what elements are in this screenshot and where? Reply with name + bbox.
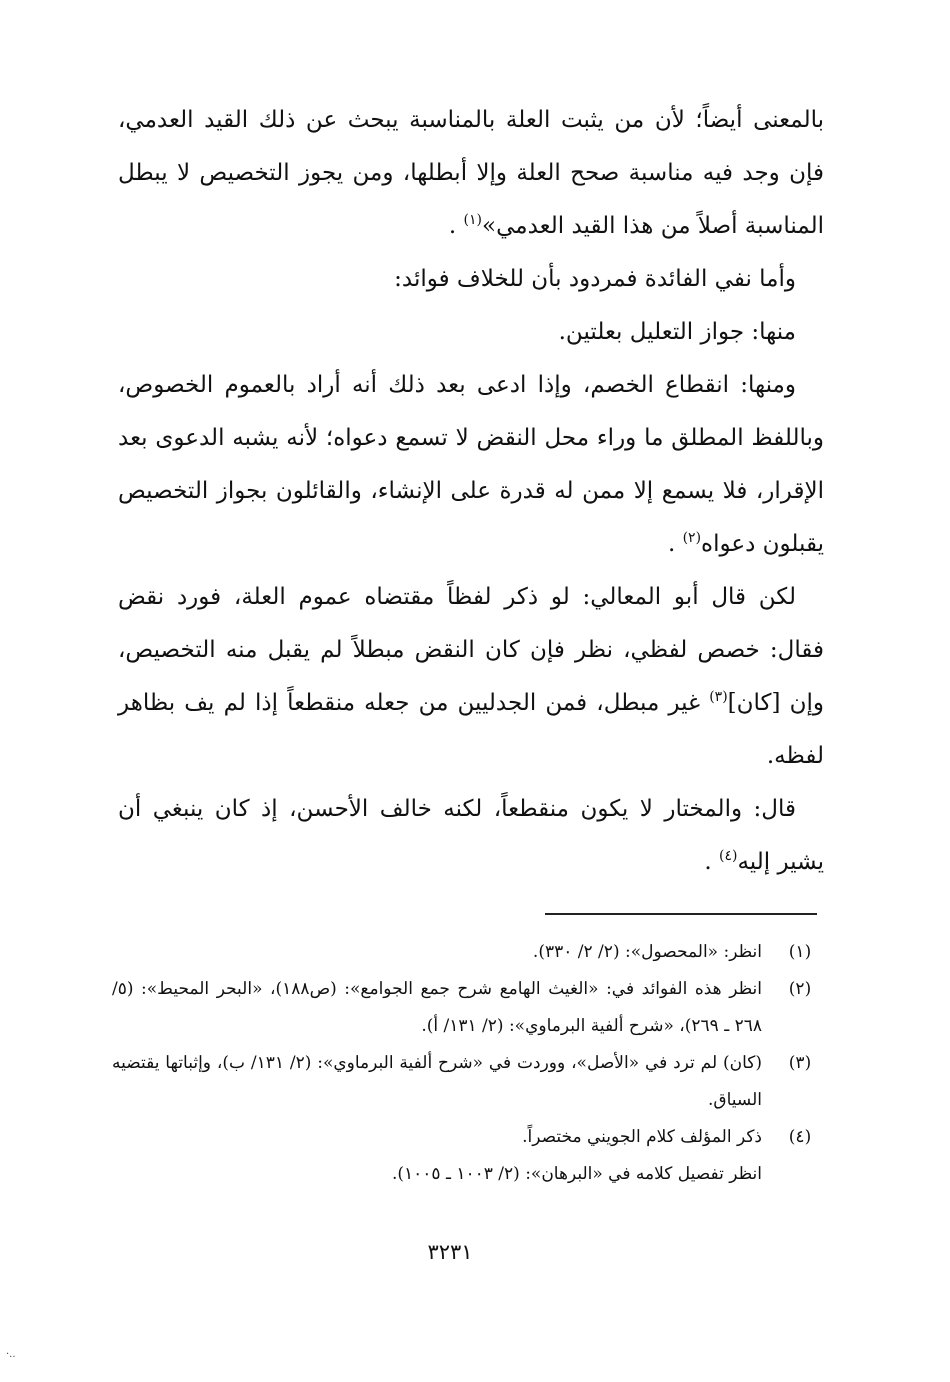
footnote-ref: (٣) [709, 689, 728, 705]
footnote-text: انظر: «المحصول»: (٢/ ٢/ ٣٣٠). [532, 942, 762, 962]
footnote-text: ذكر المؤلف كلام الجويني مختصراً. [522, 1127, 762, 1147]
footnote [112, 934, 824, 971]
paragraph: بالمعنى أيضاً؛ لأن من يثبت العلة بالمناسبة يبحث عن ذلك القيد العدمي، فإن وجد فيه مناسبة صحح العلة وإلا أبطلها، ومن يجوز التخصيص لا يبطل المناسبة أصلاً من هذا القيد العدمي»$^{(١)}$ . [118, 107, 824, 239]
footnote-number: (٣) [788, 1053, 812, 1073]
paragraph: ومنها: انقطاع الخصم، وإذا ادعى بعد ذلك أنه أراد بالعموم الخصوص، وباللفظ المطلق ما وراء محل النقض لا تسمع دعواه؛ لأنه يشبه الدعوى بعد الإقرار، فلا يسمع إلا ممن له قدرة على الإنشاء، والقائلون بجواز التخصيص يقبلون دعواه$^{(٢)}$ . [118, 372, 824, 557]
footnote-separator [545, 913, 817, 915]
scan-mark: ·.. [6, 1349, 16, 1360]
paragraph: منها: جواز التعليل بعلتين. [558, 319, 796, 345]
page-number: ٣٢٣١ [427, 1240, 473, 1264]
footnote-number: (١) [788, 942, 812, 962]
footnote [112, 1045, 824, 1119]
footnote-number: (٤) [788, 1127, 812, 1147]
footnote-ref: (٤) [719, 848, 738, 864]
footnote-text: انظر هذه الفوائد في: «الغيث الهامع شرح جمع الجوامع»: (ص١٨٨)، «البحر المحيط»: (٥/ ٢٦٨ ـ ٢٦٩)، «شرح ألفية البرماوي»: (٢/ ١٣١/ أ). [112, 979, 762, 1036]
paragraph: قال: والمختار لا يكون منقطعاً، لكنه خالف الأحسن، إذ كان ينبغي أن يشير إليه$^{(٤)}$ . [118, 796, 824, 875]
footnote-text: انظر تفصيل كلامه في «البرهان»: (٢/ ١٠٠٣ ـ ١٠٠٥). [391, 1164, 762, 1184]
footnotes [112, 934, 824, 1193]
footnote-number: (٢) [788, 979, 812, 999]
footnote-text: (كان) لم ترد في «الأصل»، ووردت في «شرح ألفية البرماوي»: (٢/ ١٣١/ ب)، وإثباتها يقتضيه السياق. [112, 1053, 762, 1110]
paragraph: لكن قال أبو المعالي: لو ذكر لفظاً مقتضاه عموم العلة، فورد نقض فقال: خصص لفظي، نظر فإن كان النقض مبطلاً لم يقبل منه التخصيص، وإن [كان]$^{(٣)}$ غير مبطل، فمن الجدليين من جعله منقطعاً إذا لم يف بظاهر لفظه. [118, 584, 824, 769]
footnote-ref: (١) [463, 212, 483, 228]
footnote [112, 971, 824, 1045]
paragraph: وأما نفي الفائدة فمردود بأن للخلاف فوائد: [394, 266, 796, 292]
footnote [112, 1119, 824, 1193]
footnote-ref: (٢) [682, 530, 702, 546]
main-text [118, 94, 824, 889]
